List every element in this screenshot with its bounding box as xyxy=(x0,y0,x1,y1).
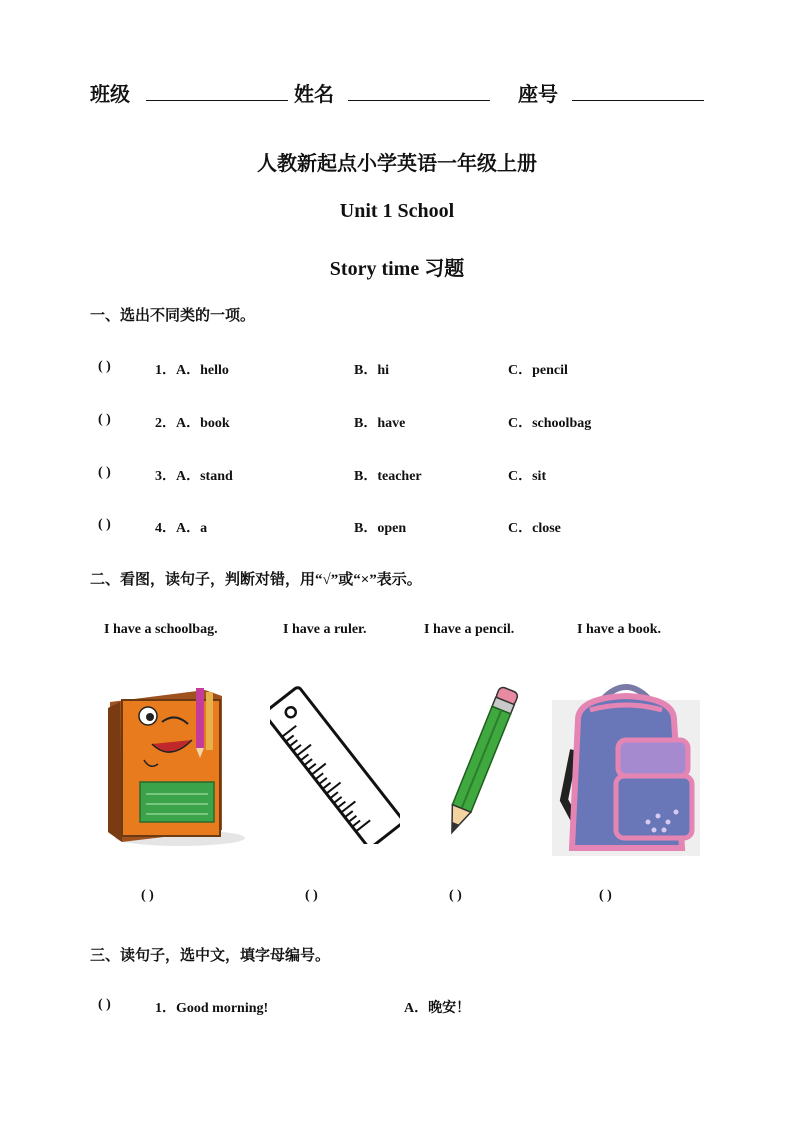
ruler-icon xyxy=(270,684,400,844)
answer-paren-pencil[interactable]: ( ) xyxy=(449,888,462,903)
schoolbag-icon xyxy=(552,680,700,856)
option-b: B．hi xyxy=(354,363,390,378)
pencil-icon xyxy=(440,680,520,846)
caption-ruler: I have a ruler. xyxy=(283,622,367,637)
option-b: B．teacher xyxy=(354,469,422,484)
seat-blank[interactable] xyxy=(572,100,704,101)
option-b: B．open xyxy=(354,521,407,536)
name-blank[interactable] xyxy=(348,100,490,101)
option-c: C．pencil xyxy=(508,363,568,378)
caption-pencil: I have a pencil. xyxy=(424,622,515,637)
answer-paren[interactable]: ( ) xyxy=(98,412,111,427)
class-label: 班级 xyxy=(90,84,130,106)
answer-option: A．晚安！ xyxy=(404,1001,471,1016)
caption-schoolbag: I have a schoolbag. xyxy=(104,622,218,637)
caption-book: I have a book. xyxy=(577,622,662,637)
book-icon xyxy=(100,682,250,852)
option-c: C．close xyxy=(508,521,561,536)
seat-label: 座号 xyxy=(518,84,558,106)
worksheet-title: 人教新起点小学英语一年级上册 xyxy=(257,153,537,175)
option-c: C．sit xyxy=(508,469,547,484)
option-b: B．have xyxy=(354,416,406,431)
option-c: C．schoolbag xyxy=(508,416,592,431)
answer-paren[interactable]: ( ) xyxy=(98,359,111,374)
option-a: 1．A．hello xyxy=(155,363,229,378)
section3-heading: 三、读句子，选中文，填字母编号。 xyxy=(90,948,331,964)
answer-paren-schoolbag[interactable]: ( ) xyxy=(141,888,154,903)
lesson-title: Story time 习题 xyxy=(329,258,465,280)
option-a: 3．A．stand xyxy=(155,469,233,484)
answer-paren[interactable]: ( ) xyxy=(98,465,111,480)
option-a: 4．A．a xyxy=(155,521,208,536)
name-label: 姓名 xyxy=(294,84,334,106)
answer-paren-book[interactable]: ( ) xyxy=(599,888,612,903)
class-blank[interactable] xyxy=(146,100,288,101)
section1-heading: 一、选出不同类的一项。 xyxy=(90,308,256,324)
option-a: 2．A．book xyxy=(155,416,230,431)
answer-paren-ruler[interactable]: ( ) xyxy=(305,888,318,903)
answer-paren[interactable]: ( ) xyxy=(98,517,111,532)
question-text: 1．Good morning! xyxy=(155,1001,269,1016)
answer-paren[interactable]: ( ) xyxy=(98,997,111,1012)
unit-title: Unit 1 School xyxy=(339,200,455,222)
section2-heading: 二、看图，读句子，判断对错，用“√”或“×”表示。 xyxy=(90,572,422,588)
